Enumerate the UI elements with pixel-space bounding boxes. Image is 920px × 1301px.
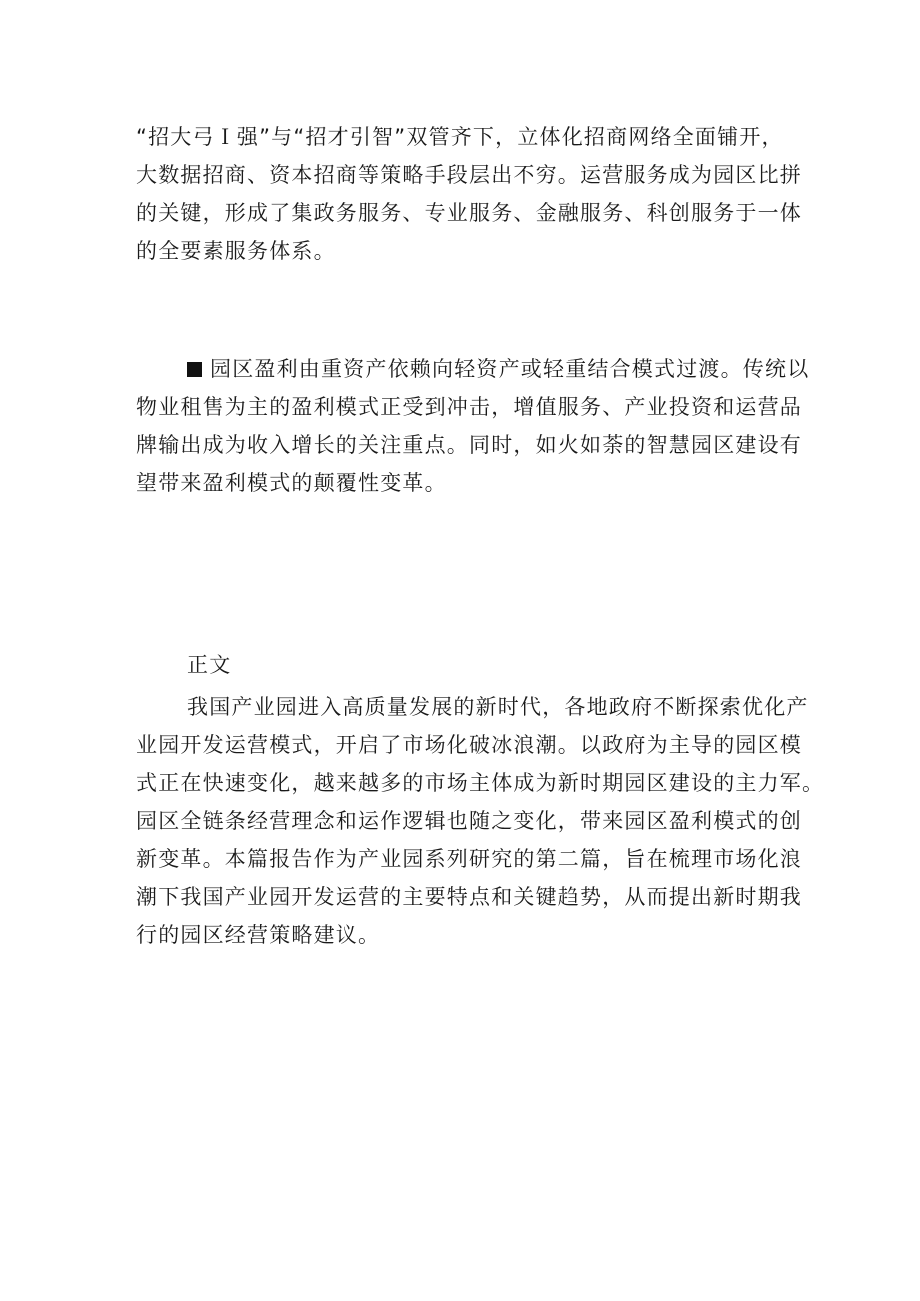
- paragraph-line: 行的园区经营策略建议。: [136, 923, 381, 947]
- paragraph-line: 业园开发运营模式，开启了市场化破冰浪潮。以政府为主导的园区模: [136, 733, 802, 757]
- paragraph-line: 园区全链条经营理念和运作逻辑也随之变化，带来园区盈利模式的创: [136, 809, 802, 833]
- paragraph-line-text: 园区盈利由重资产依赖向轻资产或轻重结合模式过渡。传统以: [210, 357, 810, 381]
- paragraph-line: 牌输出成为收入增长的关注重点。同时，如火如荼的智慧园区建设有: [136, 433, 802, 457]
- paragraph-line-first: [136, 350, 812, 388]
- bullet-square-icon: [187, 362, 202, 377]
- section-heading: 正文: [187, 653, 232, 677]
- paragraph-line: 的全要素服务体系。: [136, 239, 336, 263]
- paragraph-line: “招大弓Ｉ强”与“招才引智”双管齐下，立体化招商网络全面铺开，: [136, 125, 784, 149]
- paragraph-line: 式正在快速变化，越来越多的市场主体成为新时期园区建设的主力军。: [136, 771, 825, 795]
- paragraph-line: 潮下我国产业园开发运营的主要特点和关键趋势，从而提出新时期我: [136, 885, 802, 909]
- paragraph-line: 望带来盈利模式的颠覆性变革。: [136, 471, 447, 495]
- paragraph-line: 物业租售为主的盈利模式正受到冲击，增值服务、产业投资和运营品: [136, 395, 802, 419]
- paragraph-line-first: 我国产业园进入高质量发展的新时代，各地政府不断探索优化产: [187, 695, 809, 719]
- paragraph-investment-services: [136, 118, 812, 270]
- paragraph-line: 大数据招商、资本招商等策略手段层出不穷。运营服务成为园区比拼: [136, 163, 802, 187]
- paragraph-main-body: [136, 688, 825, 954]
- paragraph-line: 新变革。本篇报告作为产业园系列研究的第二篇，旨在梳理市场化浪: [136, 847, 802, 871]
- paragraph-profit-model: [136, 350, 812, 502]
- paragraph-line: 的关键，形成了集政务服务、专业服务、金融服务、科创服务于一体: [136, 201, 802, 225]
